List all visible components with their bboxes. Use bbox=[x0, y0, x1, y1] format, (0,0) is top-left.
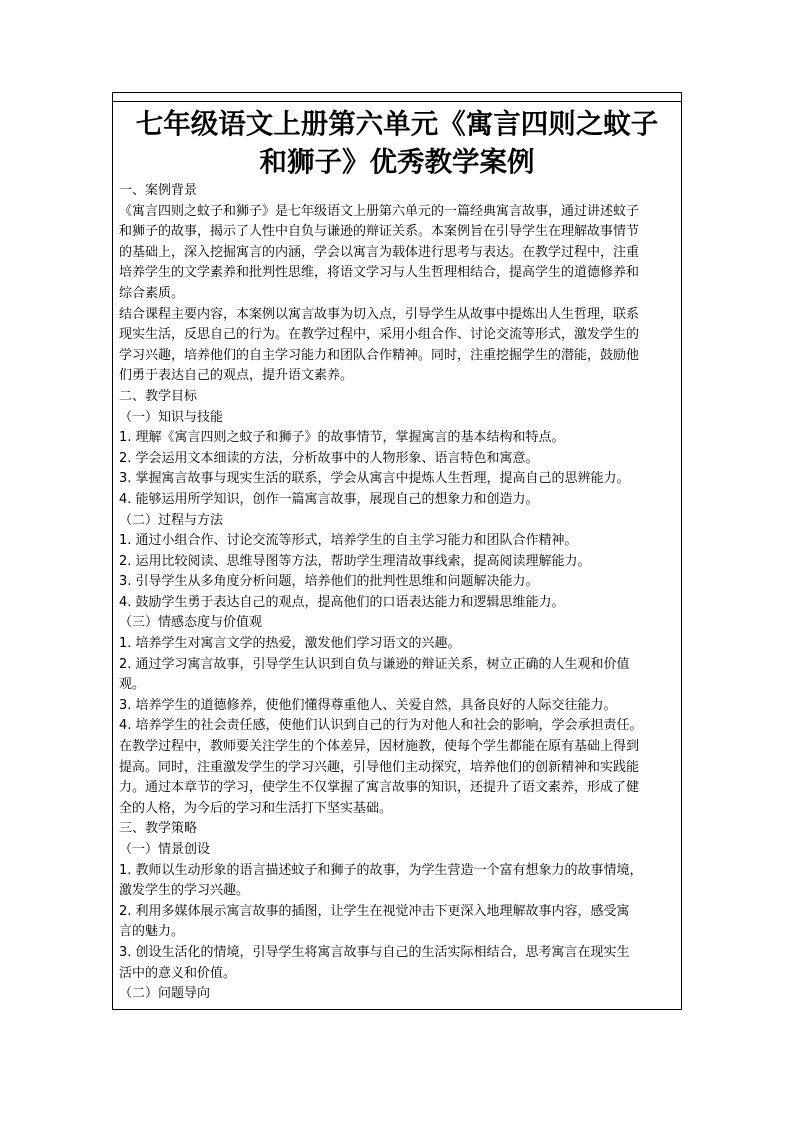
text-line: 培养学生的文学素养和批判性思维，将语文学习与人生哲理相结合，提高学生的道德修养和 bbox=[119, 265, 640, 281]
text-line: 的基础上，深入挖掘寓言的内涵，学会以寓言为载体进行思考与表达。在教学过程中，注重 bbox=[119, 244, 640, 260]
text-line: 三、教学策略 bbox=[119, 821, 198, 837]
text-line: （三）情感态度与价值观 bbox=[119, 615, 263, 631]
text-line: 言的魅力。 bbox=[119, 924, 185, 940]
text-line: 《寓言四则之蚊子和狮子》是七年级语文上册第六单元的一篇经典寓言故事，通过讲述蚊子 bbox=[119, 203, 640, 219]
text-line: 3. 创设生活化的情境，引导学生将寓言故事与自己的生活实际相结合，思考寓言在现实生 bbox=[119, 944, 630, 960]
text-line: 3. 引导学生从多角度分析问题，培养他们的批判性思维和问题解决能力。 bbox=[119, 574, 539, 590]
text-line: 4. 培养学生的社会责任感，使他们认识到自己的行为对他人和社会的影响，学会承担责任。 bbox=[119, 718, 643, 734]
text-line: 4. 能够运用所学知识，创作一篇寓言故事，展现自己的想象力和创造力。 bbox=[119, 491, 539, 507]
text-line: 2. 通过学习寓言故事，引导学生认识到自负与谦逊的辩证关系，树立正确的人生观和价值 bbox=[119, 656, 630, 672]
text-line: （二）问题导向 bbox=[119, 986, 211, 1002]
text-line: 激发学生的学习兴趣。 bbox=[119, 883, 250, 899]
text-line: 2. 运用比较阅读、思维导图等方法，帮助学生理清故事线索，提高阅读理解能力。 bbox=[119, 553, 591, 569]
text-line: 全的人格，为今后的学习和生活打下坚实基础。 bbox=[119, 800, 393, 816]
text-line: 力。通过本章节的学习，使学生不仅掌握了寓言故事的知识，还提升了语文素养，形成了健 bbox=[119, 780, 640, 796]
text-line: 1. 培养学生对寓言文学的热爱，激发他们学习语文的兴趣。 bbox=[119, 636, 461, 652]
text-line: 4. 鼓励学生勇于表达自己的观点，提高他们的口语表达能力和逻辑思维能力。 bbox=[119, 594, 565, 610]
text-line: 二、教学目标 bbox=[119, 388, 198, 404]
top-rule bbox=[113, 101, 681, 102]
text-line: 结合课程主要内容，本案例以寓言故事为切入点，引导学生从故事中提炼出人生哲理，联系 bbox=[119, 306, 640, 322]
text-line: 活中的意义和价值。 bbox=[119, 965, 237, 981]
text-line: 学习兴趣，培养他们的自主学习能力和团队合作精神。同时，注重挖掘学生的潜能，鼓励他 bbox=[119, 347, 640, 363]
title-line-2: 和狮子》优秀教学案例 bbox=[259, 146, 535, 178]
text-line: 现实生活，反思自己的行为。在教学过程中，采用小组合作、讨论交流等形式，激发学生的 bbox=[119, 327, 640, 343]
text-line: （一）知识与技能 bbox=[119, 409, 224, 425]
text-line: 2. 学会运用文本细读的方法，分析故事中的人物形象、语言特色和寓意。 bbox=[119, 450, 539, 466]
text-line: （一）情景创设 bbox=[119, 842, 211, 857]
text-line: 1. 理解《寓言四则之蚊子和狮子》的故事情节，掌握寓言的基本结构和特点。 bbox=[119, 430, 565, 446]
text-line: 1. 通过小组合作、讨论交流等形式，培养学生的自主学习能力和团队合作精神。 bbox=[119, 533, 578, 549]
text-line: 综合素质。 bbox=[119, 285, 185, 301]
document-title bbox=[113, 105, 681, 181]
text-line: （二）过程与方法 bbox=[119, 512, 224, 528]
text-line: 在教学过程中，教师要关注学生的个体差异，因材施教，使每个学生都能在原有基础上得到 bbox=[119, 739, 640, 755]
text-line: 和狮子的故事，揭示了人性中自负与谦逊的辩证关系。本案例旨在引导学生在理解故事情节 bbox=[119, 224, 640, 240]
text-line: 们勇于表达自己的观点，提升语文素养。 bbox=[119, 368, 354, 384]
text-line: 3. 培养学生的道德修养，使他们懂得尊重他人、关爱自然，具备良好的人际交往能力。 bbox=[119, 697, 617, 713]
text-line: 一、案例背景 bbox=[119, 183, 198, 198]
text-line: 2. 利用多媒体展示寓言故事的插图，让学生在视觉冲击下更深入地理解故事内容，感受寓 bbox=[119, 903, 630, 919]
text-line: 1. 教师以生动形象的语言描述蚊子和狮子的故事，为学生营造一个富有想象力的故事情境， bbox=[119, 862, 643, 878]
document-frame bbox=[112, 92, 682, 1010]
text-line: 3. 掌握寓言故事与现实生活的联系，学会从寓言中提炼人生哲理，提高自己的思辨能力。 bbox=[119, 471, 630, 487]
text-line: 提高。同时，注重激发学生的学习兴趣，引导他们主动探究，培养他们的创新精神和实践能 bbox=[119, 759, 640, 775]
text-line: 观。 bbox=[119, 677, 146, 693]
document-body bbox=[119, 181, 675, 1005]
title-line-1: 七年级语文上册第六单元《寓言四则之蚊子 bbox=[135, 108, 659, 140]
